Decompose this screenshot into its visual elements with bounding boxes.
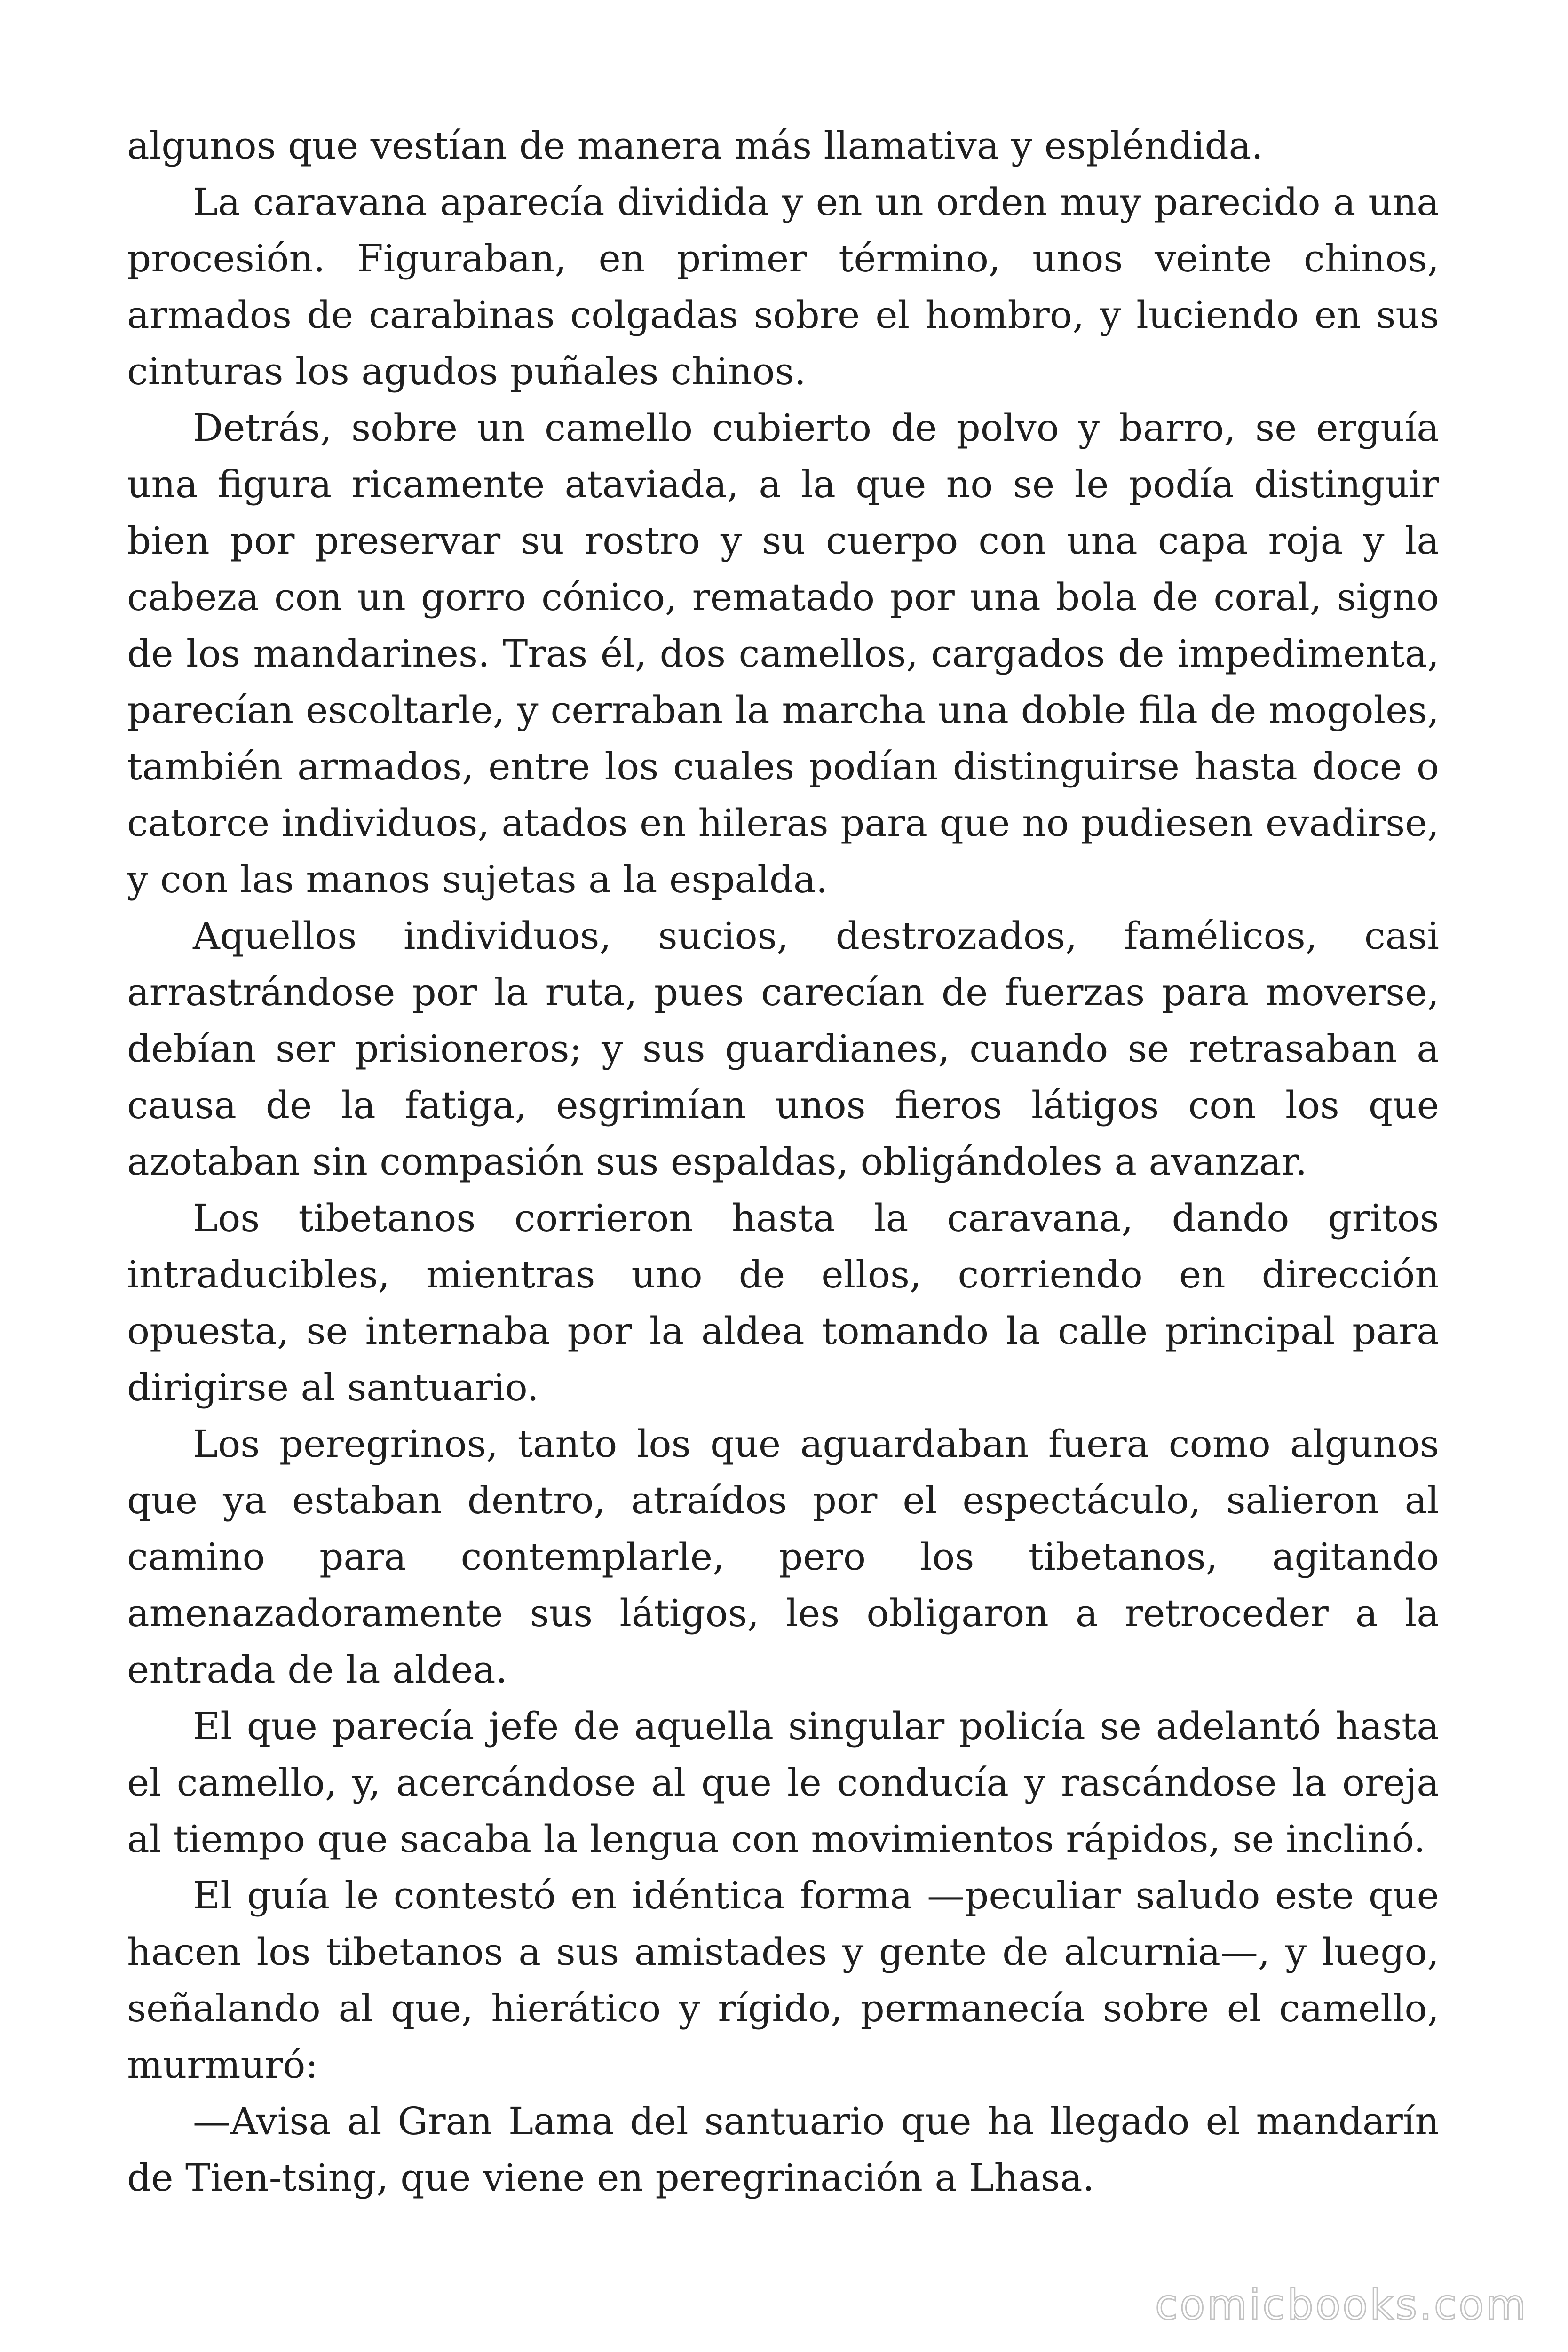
paragraph: El que parecía jefe de aquella singular policía se adelantó hasta el camello, y, acercándose al que le conducía y rascándose la oreja al tiempo que sacaba la lengua con movimientos rápidos, se inclinó. xyxy=(127,1704,1439,1861)
paragraph: El guía le contestó en idéntica forma —peculiar saludo este que hacen los tibetanos a sus amistades y gente de alcurnia—, y luego, señalando al que, hierático y rígido, permanecía sobre el camello, murmuró: xyxy=(127,1874,1439,2087)
paragraph-continuation: algunos que vestían de manera más llamativa y espléndida. xyxy=(127,124,1263,167)
paragraph: Aquellos individuos, sucios, destrozados, famélicos, casi arrastrándose por la ruta, pues carecían de fuerzas para moverse, debían ser prisioneros; y sus guardianes, cuando se retrasaban a causa de la fatiga, esgrimían unos fieros látigos con los que azotaban sin compasión sus espaldas, obligándoles a avanzar. xyxy=(127,914,1439,1184)
paragraph: La caravana aparecía dividida y en un orden muy parecido a una procesión. Figuraban, en primer término, unos veinte chinos, armados de carabinas colgadas sobre el hombro, y luciendo en sus cinturas los agudos puñales chinos. xyxy=(127,180,1439,393)
paragraph: Los peregrinos, tanto los que aguardaban fuera como algunos que ya estaban dentro, atraídos por el espectáculo, salieron al camino para contemplarle, pero los tibetanos, agitando amenazadoramente sus látigos, les obligaron a retroceder a la entrada de la aldea. xyxy=(127,1422,1439,1692)
watermark: comicbooks.com xyxy=(1155,2280,1528,2329)
body-text xyxy=(127,118,1439,2206)
paragraph: Los tibetanos corrieron hasta la caravana, dando gritos intraducibles, mientras uno de ellos, corriendo en dirección opuesta, se internaba por la aldea tomando la calle principal para dirigirse al santuario. xyxy=(127,1196,1439,1409)
paragraph: Detrás, sobre un camello cubierto de polvo y barro, se erguía una figura ricamente ataviada, a la que no se le podía distinguir bien por preservar su rostro y su cuerpo con una capa roja y la cabeza con un gorro cónico, rematado por una bola de coral, signo de los mandarines. Tras él, dos camellos, cargados de impedimenta, parecían escoltarle, y cerraban la marcha una doble fila de mogoles, también armados, entre los cuales podían distinguirse hasta doce o catorce individuos, atados en hileras para que no pudiesen evadirse, y con las manos sujetas a la espalda. xyxy=(127,406,1439,901)
paragraph-dialogue: —Avisa al Gran Lama del santuario que ha llegado el mandarín de Tien-tsing, que viene en peregrinación a Lhasa. xyxy=(127,2099,1439,2200)
